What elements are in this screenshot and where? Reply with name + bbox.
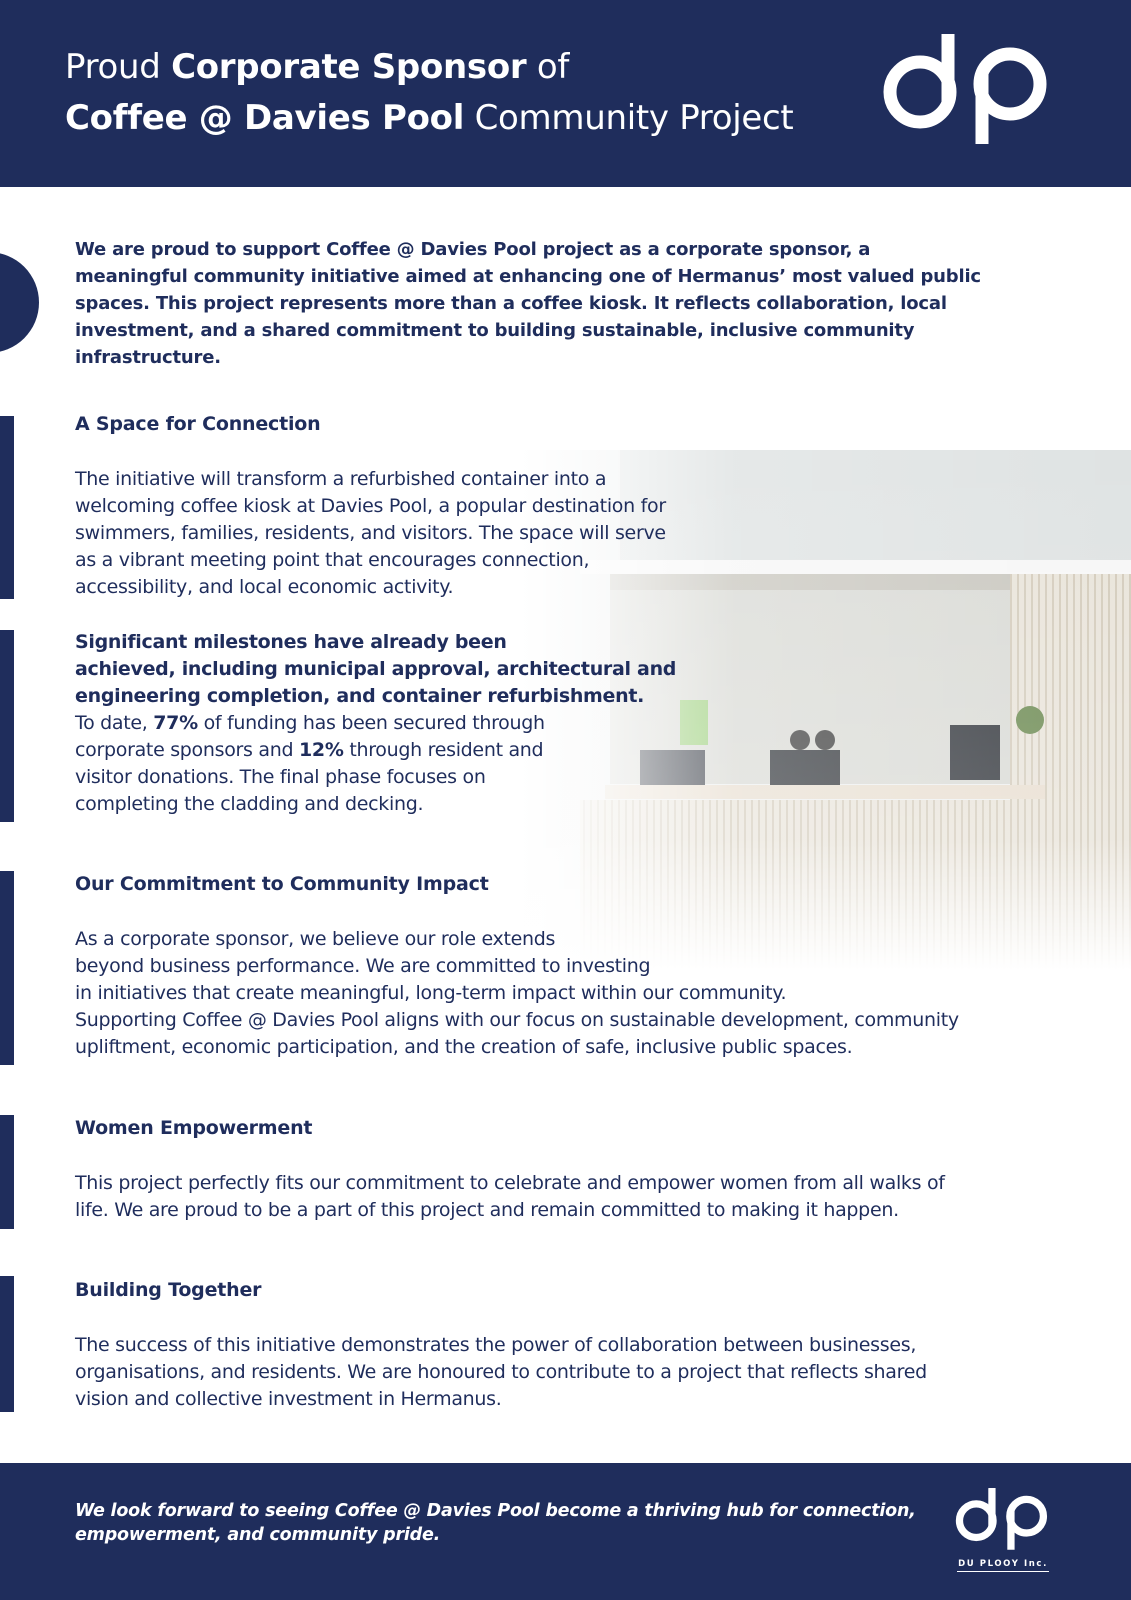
section-heading-connection: A Space for Connection <box>75 413 321 435</box>
decorative-side-bar <box>0 871 14 1065</box>
section-heading-women: Women Empowerment <box>75 1117 313 1139</box>
footer-banner <box>0 1463 1131 1600</box>
section-body-women: This project perfectly fits our commitment to celebrate and empower women from all walks of life. We are proud to be a part of this project and remain committed to making it happen. <box>75 1172 945 1221</box>
decorative-side-bar <box>0 630 14 822</box>
decorative-side-bar <box>0 1115 14 1229</box>
page-title <box>65 42 793 144</box>
decorative-side-bar <box>0 1276 14 1412</box>
section-heading-commitment: Our Commitment to Community Impact <box>75 873 489 895</box>
milestones-paragraph: Significant milestones have already been achieved, including municipal approval, architectural and engineering completion, and container refurbishment. To date, 77% of funding has been secured through corporate sponsors and 12% through resident and visitor donations. The final phase focuses on completing the cladding and decking. <box>75 631 677 815</box>
brand-wordmark: DU PLOOY Inc. <box>957 1559 1049 1572</box>
du-plooy-logo-icon <box>955 1488 1049 1550</box>
intro-paragraph: We are proud to support Coffee @ Davies Pool project as a corporate sponsor, a meaningful community initiative aimed at enhancing one of Hermanus’ most valued public spaces. This project represents more than a coffee kiosk. It reflects collaboration, local investment, and a shared commitment to building sustainable, inclusive community infrastructure. <box>75 239 981 368</box>
section-heading-together: Building Together <box>75 1279 262 1301</box>
decorative-circle <box>0 252 39 353</box>
header-banner <box>0 0 1131 187</box>
title-line-2: Coffee @ Davies Pool Community Project <box>65 98 794 138</box>
section-body-connection: The initiative will transform a refurbished container into a welcoming coffee kiosk at Davies Pool, a popular destination for swimmers, families, residents, and visitors. The space will serve as a vibrant meeting point that encourages connection, accessibility, and local economic activity. <box>75 468 666 598</box>
footer-message: We look forward to seeing Coffee @ Davies Pool become a thriving hub for connection, empowerment, and community pride. <box>75 1501 916 1545</box>
title-line-1: Proud Corporate Sponsor of <box>65 47 570 87</box>
du-plooy-logo-icon <box>882 34 1050 144</box>
funding-line-1: To date, 77% of funding has been secured through <box>75 712 545 734</box>
donation-funding-percent: 12% <box>299 739 344 761</box>
section-body-commitment: As a corporate sponsor, we believe our role extends beyond business performance. We are committed to investing in initiatives that create meaningful, long-term impact within our community. Supporting Coffee @ Davies Pool aligns with our focus on sustainable development, community upliftment, economic participation, and the creation of safe, inclusive public spaces. <box>75 928 959 1058</box>
funding-line-2: corporate sponsors and 12% through resident and <box>75 739 544 761</box>
section-body-together: The success of this initiative demonstrates the power of collaboration between businesses, organisations, and residents. We are honoured to contribute to a project that reflects shared vision and collective investment in Hermanus. <box>75 1334 927 1410</box>
decorative-side-bar <box>0 416 14 599</box>
corporate-funding-percent: 77% <box>153 712 198 734</box>
